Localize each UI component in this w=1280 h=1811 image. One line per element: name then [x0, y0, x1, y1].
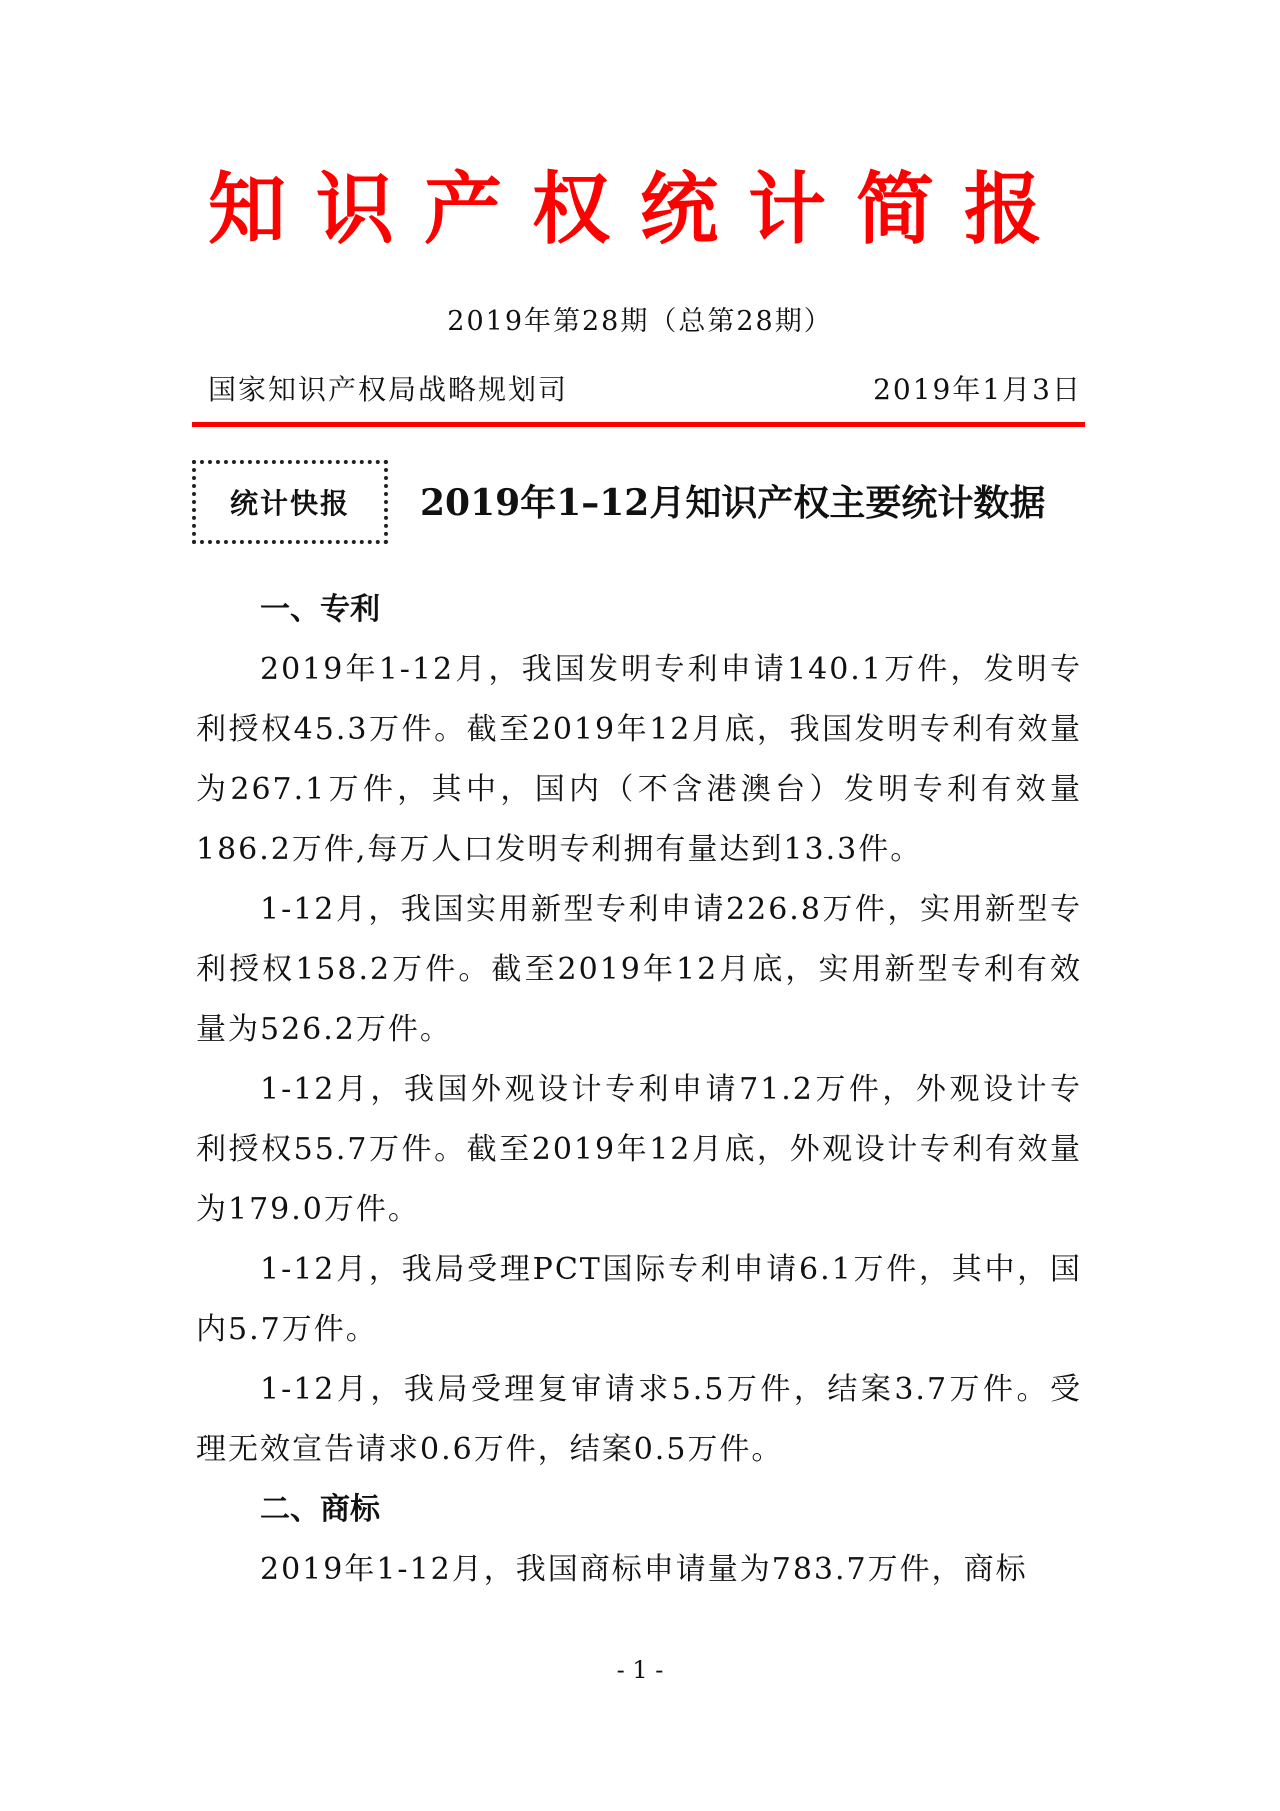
paragraph: 1-12月，我局受理复审请求5.5万件，结案3.7万件。受理无效宣告请求0.6万件，结案0.5万件。 [196, 1372, 1082, 1467]
paragraph: 1-12月，我国实用新型专利申请226.8万件，实用新型专利授权158.2万件。截至2019年12月底，实用新型专利有效量为526.2万件。 [196, 892, 1082, 1047]
header-divider [192, 422, 1085, 427]
masthead-title: 知识产权统计简报 [207, 165, 1072, 255]
paragraph: 2019年1-12月，我国商标申请量为783.7万件，商标 [260, 1552, 1028, 1587]
document-body [196, 580, 1082, 1600]
section-heading-trademark: 二、商标 [260, 1492, 380, 1527]
page-number: - 1 - [616, 1656, 664, 1684]
section-heading-patent: 一、专利 [260, 592, 380, 627]
issue-number: 2019年第28期（总第28期） [447, 306, 833, 337]
paragraph: 1-12月，我局受理PCT国际专利申请6.1万件，其中，国内5.7万件。 [196, 1252, 1082, 1347]
paragraph: 2019年1-12月，我国发明专利申请140.1万件，发明专利授权45.3万件。截至2019年12月底，我国发明专利有效量为267.1万件，其中，国内（不含港澳台）发明专利有效量186.2万件,每万人口发明专利拥有量达到13.3件。 [196, 652, 1082, 867]
issue-date: 2019年1月3日 [873, 373, 1082, 406]
issuer: 国家知识产权局战略规划司 [208, 373, 569, 406]
paragraph: 1-12月，我国外观设计专利申请71.2万件，外观设计专利授权55.7万件。截至2019年12月底，外观设计专利有效量为179.0万件。 [196, 1072, 1082, 1227]
document-title: 2019年1–12月知识产权主要统计数据 [420, 482, 1046, 524]
category-badge: 统计快报 [192, 460, 388, 544]
